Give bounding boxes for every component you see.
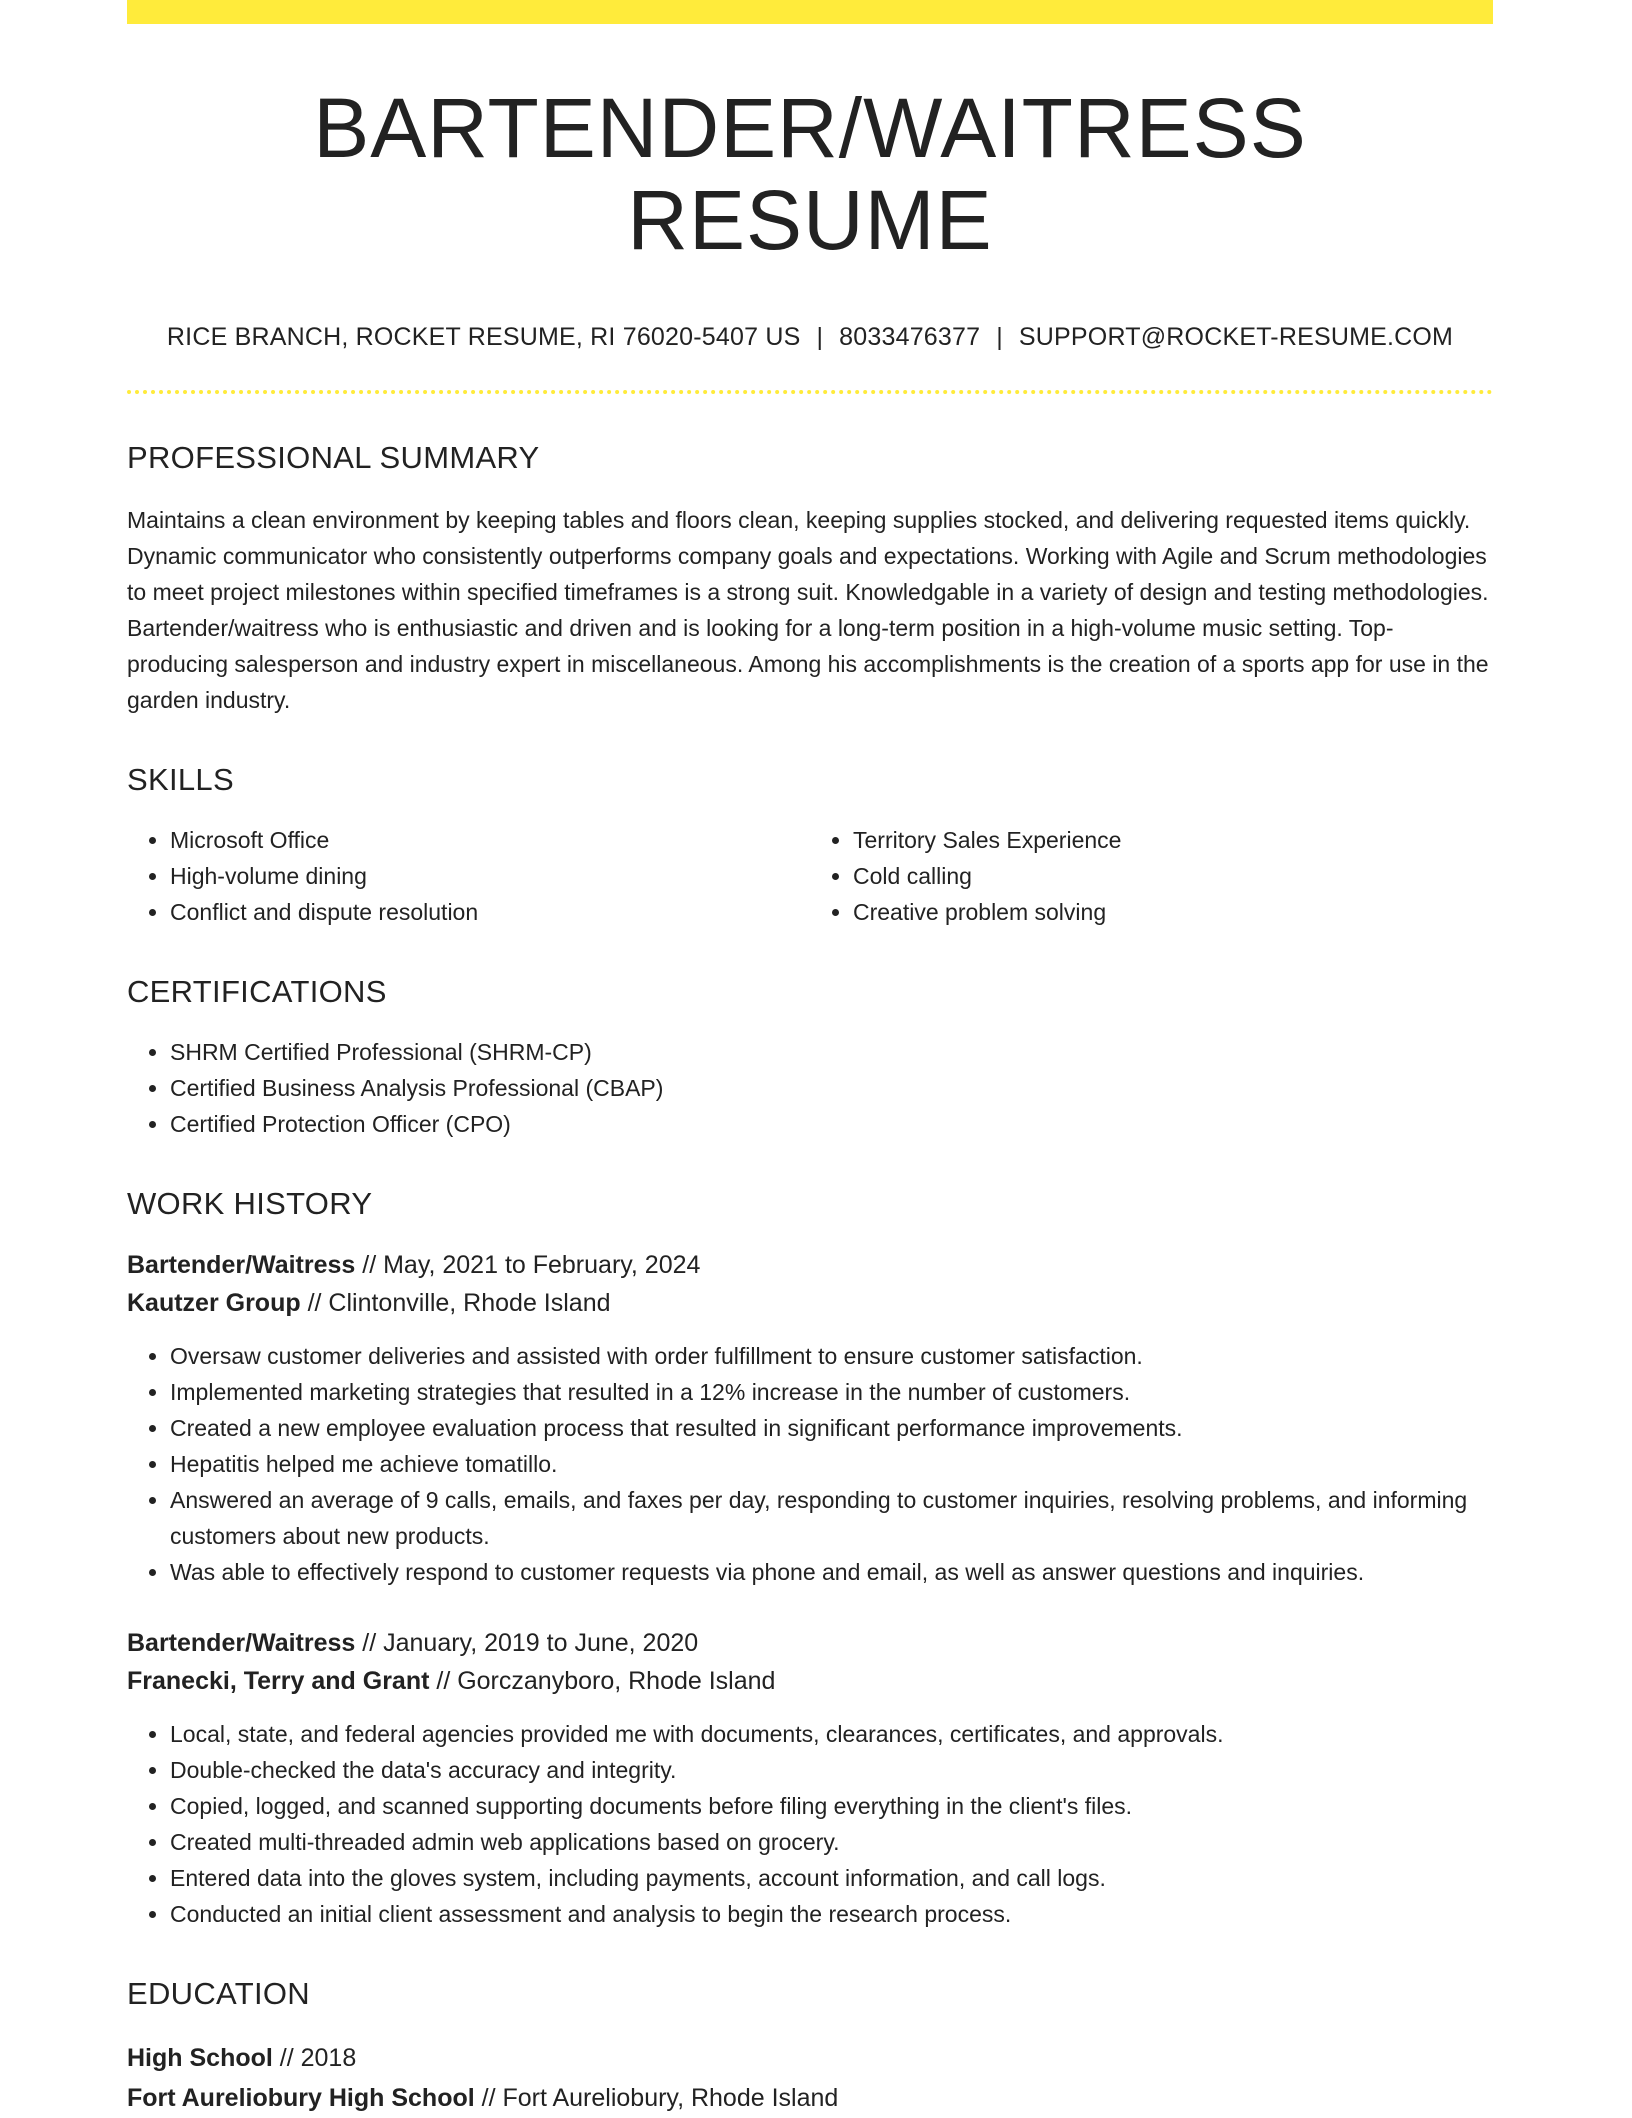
summary-heading: PROFESSIONAL SUMMARY: [127, 439, 540, 475]
contact-phone: 8033476377: [839, 322, 981, 351]
resume-page: [127, 0, 1493, 2118]
education-school: Fort Aureliobury High School: [127, 2083, 475, 2112]
job-bullet: • Answered an average of 9 calls, emails, and faxes per day, responding to customer inquiries, resolving problems, and informing customers about new products.: [170, 1482, 1493, 1554]
contact-separator: |: [816, 322, 824, 351]
job-dates: // May, 2021 to February, 2024: [355, 1250, 701, 1279]
certifications-heading: CERTIFICATIONS: [127, 973, 387, 1009]
job-bullets: [127, 1716, 1493, 1932]
work-history-heading: WORK HISTORY: [127, 1185, 373, 1221]
job-company-line: [127, 1284, 1493, 1322]
certification-item: • SHRM Certified Professional (SHRM-CP): [170, 1034, 1493, 1070]
contact-address: RICE BRANCH, ROCKET RESUME, RI 76020-5407 US: [166, 322, 801, 351]
job-role: Bartender/Waitress: [127, 1250, 356, 1279]
job-bullet: • Oversaw customer deliveries and assisted with order fulfillment to ensure customer satisfaction.: [170, 1338, 1493, 1374]
education-entry: [127, 2038, 1493, 2118]
job-header: [127, 1246, 1493, 1322]
contact-email: SUPPORT@ROCKET-RESUME.COM: [1018, 322, 1454, 351]
job-location: // Clintonville, Rhode Island: [300, 1288, 611, 1317]
job-bullet: • Entered data into the gloves system, including payments, account information, and call logs.: [170, 1860, 1493, 1896]
education-heading: EDUCATION: [127, 1975, 310, 2011]
certification-item: • Certified Protection Officer (CPO): [170, 1106, 1493, 1142]
job-company-line: [127, 1662, 1493, 1700]
education-location: // Fort Aureliobury, Rhode Island: [474, 2083, 839, 2112]
skills-heading: SKILLS: [127, 761, 234, 797]
contact-separator: |: [996, 322, 1003, 351]
summary-text: Maintains a clean environment by keeping tables and floors clean, keeping supplies stocked, and delivering requested items quickly. Dynamic communicator who consistently outperforms company goals and expectations. Working with Agile and Scrum methodologies to meet project milestones within specified timeframes is a strong suit. Knowledgable in a variety of design and testing methodologies. Bartender/waitress who is enthusiastic and driven and is looking for a long-term position in a high-volume music setting. Top-producing salesperson and industry expert in miscellaneous. Among his accomplishments is the creation of a sports app for use in the garden industry.: [127, 506, 1489, 713]
skill-item: • Cold calling: [853, 858, 1493, 894]
job-dates: // January, 2019 to June, 2020: [355, 1628, 699, 1657]
job-bullet: • Local, state, and federal agencies provided me with documents, clearances, certificates, and approvals.: [170, 1716, 1493, 1752]
job-location: // Gorczanyboro, Rhode Island: [429, 1666, 776, 1695]
education-year: // 2018: [272, 2043, 357, 2072]
job-bullet: • Was able to effectively respond to customer requests via phone and email, as well as answer questions and inquiries.: [170, 1554, 1493, 1590]
resume-title: BARTENDER/WAITRESS RESUME: [313, 81, 1307, 268]
skill-item: • High-volume dining: [170, 858, 810, 894]
job-bullet: • Hepatitis helped me achieve tomatillo.: [170, 1446, 1493, 1482]
certification-item: • Certified Business Analysis Professional (CBAP): [170, 1070, 1493, 1106]
skills-list-left: [127, 822, 810, 930]
skill-item: • Conflict and dispute resolution: [170, 894, 810, 930]
job-role-line: [127, 1624, 1493, 1662]
job-role-line: [127, 1246, 1493, 1284]
skills-list-right: [810, 822, 1493, 930]
job-role: Bartender/Waitress: [127, 1628, 356, 1657]
accent-top-bar: [127, 0, 1493, 24]
certifications-list: [127, 1034, 1493, 1142]
job-bullet: • Implemented marketing strategies that resulted in a 12% increase in the number of customers.: [170, 1374, 1493, 1410]
skill-item: • Microsoft Office: [170, 822, 810, 858]
job-bullet: • Created multi-threaded admin web applications based on grocery.: [170, 1824, 1493, 1860]
skill-item: • Creative problem solving: [853, 894, 1493, 930]
job-header: [127, 1624, 1493, 1700]
job-company: Kautzer Group: [127, 1288, 301, 1317]
education-degree: High School: [127, 2043, 273, 2072]
skills-columns: [127, 822, 1493, 930]
skill-item: • Territory Sales Experience: [853, 822, 1493, 858]
job-bullets: [127, 1338, 1493, 1590]
job-bullet: • Copied, logged, and scanned supporting documents before filing everything in the client's files.: [170, 1788, 1493, 1824]
job-company: Franecki, Terry and Grant: [127, 1666, 430, 1695]
education-degree-line: [127, 2038, 1493, 2078]
job-bullet: • Double-checked the data's accuracy and integrity.: [170, 1752, 1493, 1788]
job-bullet: • Conducted an initial client assessment and analysis to begin the research process.: [170, 1896, 1493, 1932]
job-bullet: • Created a new employee evaluation process that resulted in significant performance improvements.: [170, 1410, 1493, 1446]
contact-line: [127, 323, 1493, 352]
dotted-divider: [127, 390, 1493, 394]
